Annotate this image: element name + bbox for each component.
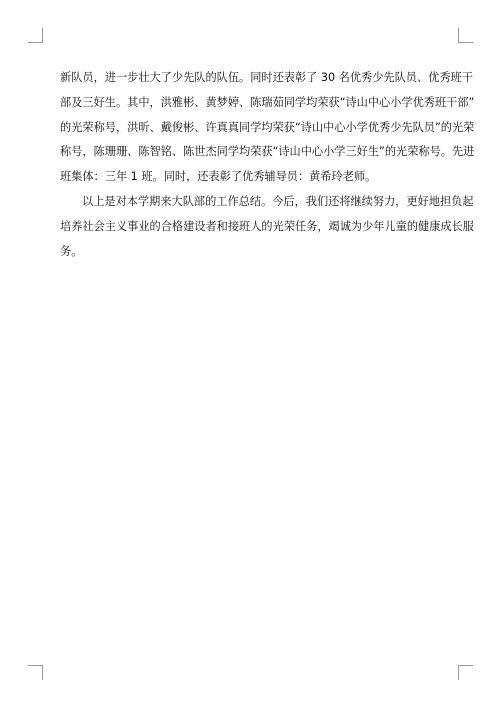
paragraph-line: 务。	[60, 244, 83, 258]
paragraph-line: 新队员，进一步壮大了少先队的队伍。同时还表彰了 30 名优秀少先队员、优秀班干	[60, 71, 473, 84]
crop-mark-bottom-right	[458, 665, 473, 680]
document-body	[60, 66, 475, 264]
crop-mark-bottom-left	[28, 665, 43, 680]
paragraph-line: 班集体：三年 1 班。同时，还表彰了优秀辅导员：黄希玲老师。	[60, 170, 377, 184]
paragraph-line: 称号，陈珊珊、陈智铭、陈世杰同学均荣获“诗山中心小学三好生”的光荣称号。先进	[60, 145, 475, 159]
crop-mark-top-left	[28, 28, 43, 43]
paragraph-1	[60, 66, 475, 190]
paragraph-2	[60, 190, 474, 264]
crop-mark-top-right	[458, 28, 473, 43]
paragraph-line: 部及三好生。其中，洪雅彬、黄梦婷、陈瑞茹同学均荣获“诗山中心小学优秀班干部”	[60, 95, 475, 109]
paragraph-line: 的光荣称号，洪昕、戴俊彬、许真真同学均荣获“诗山中心小学优秀少先队员”的光荣	[60, 120, 475, 134]
paragraph-line: 以上是对本学期来大队部的工作总结。今后，我们还将继续努力，更好地担负起	[82, 194, 474, 208]
paragraph-line: 培养社会主义事业的合格建设者和接班人的光荣任务，竭诚为少年儿童的健康成长服	[60, 219, 474, 233]
